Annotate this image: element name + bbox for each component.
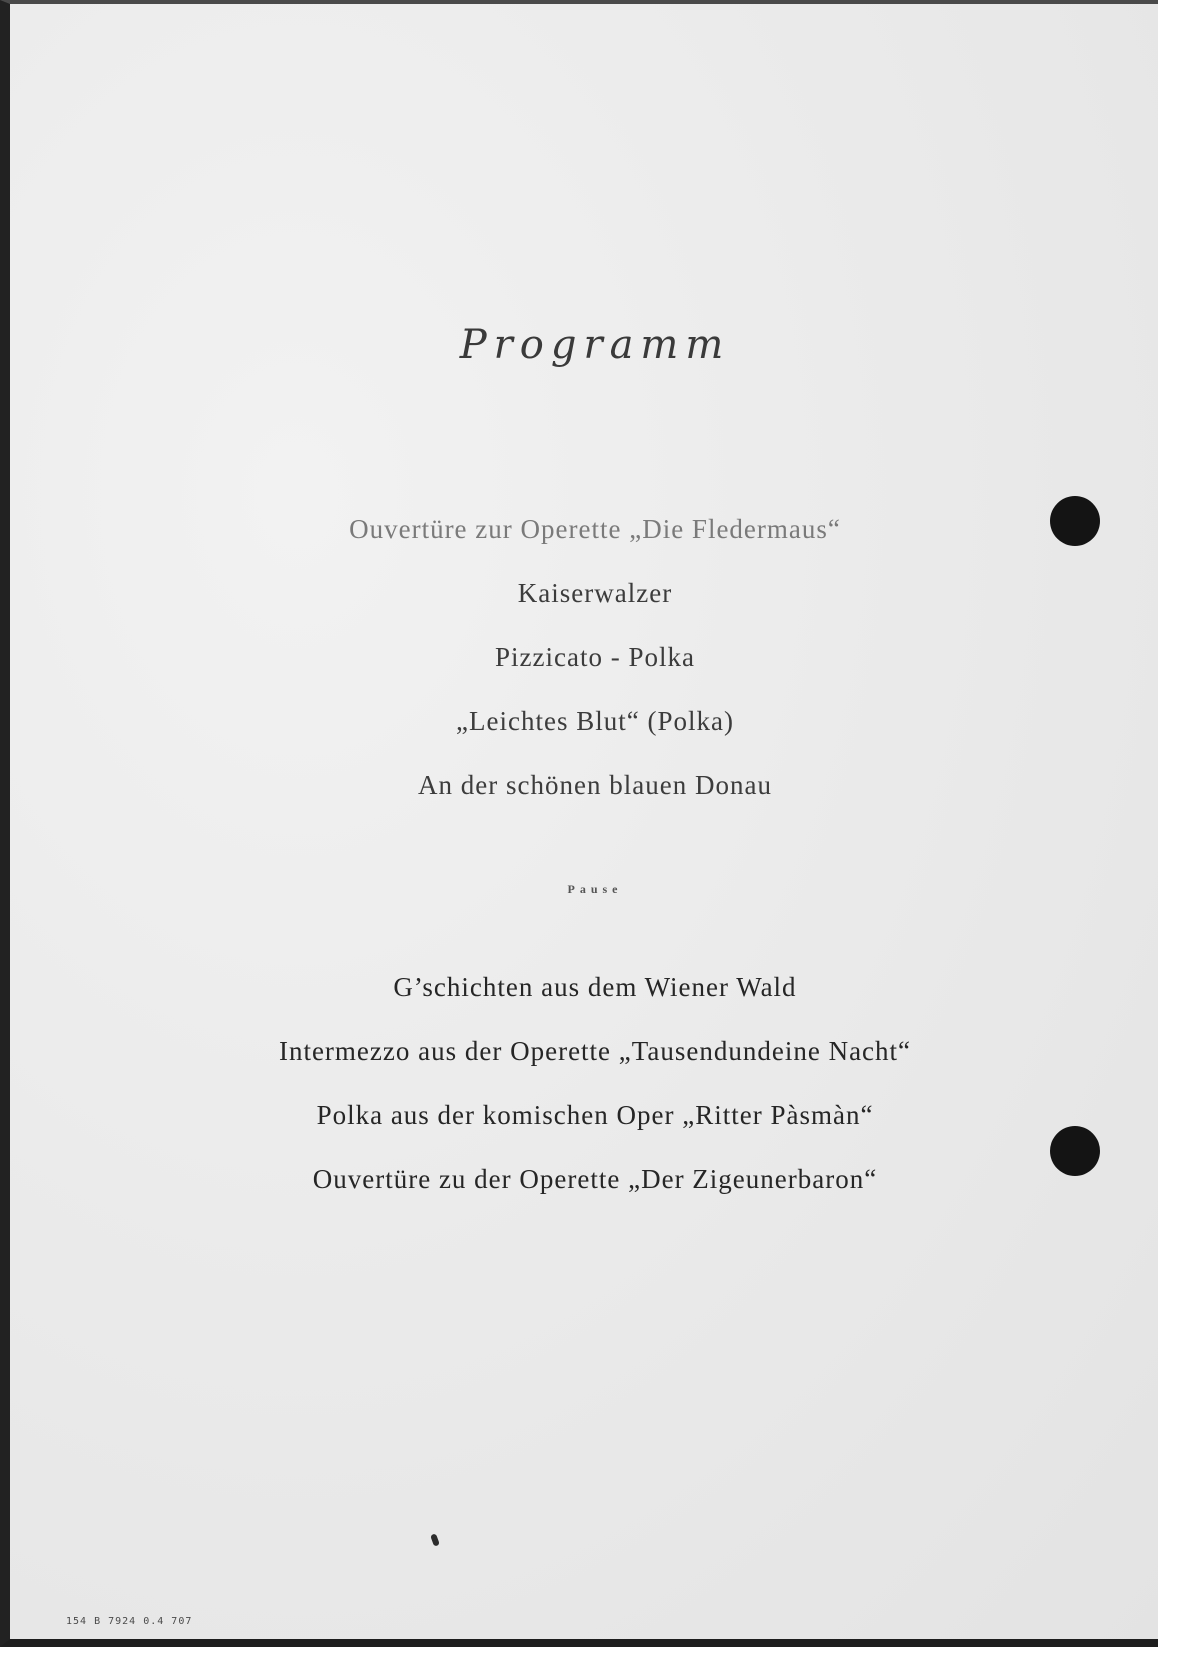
program-item-leichtes-blut: „Leichtes Blut“ (Polka) — [456, 706, 734, 736]
program-item-wiener-wald: G’schichten aus dem Wiener Wald — [393, 972, 797, 1002]
program-item-tausendundeine-nacht: Intermezzo aus der Operette „Tausendundeine Nacht“ — [278, 1036, 912, 1066]
program-item-pizzicato-polka: Pizzicato - Polka — [495, 642, 695, 672]
program-item-zigeunerbaron: Ouvertüre zu der Operette „Der Zigeunerbaron“ — [312, 1164, 878, 1194]
program-title: Programm — [459, 322, 731, 368]
pause-label: Pause — [567, 882, 623, 896]
program-item-blauen-donau: An der schönen blauen Donau — [418, 770, 772, 800]
program-item-kaiserwalzer: Kaiserwalzer — [517, 578, 673, 608]
punch-hole-lower — [1050, 1126, 1100, 1176]
program-item-fledermaus-overture: Ouvertüre zur Operette „Die Fledermaus“ — [349, 514, 841, 544]
print-code: 154 B 7924 0.4 707 — [66, 1616, 193, 1627]
ink-speck — [430, 1533, 440, 1546]
program-item-ritter-pasman: Polka aus der komischen Oper „Ritter Pàsmàn“ — [316, 1100, 874, 1130]
punch-hole-upper — [1050, 496, 1100, 546]
